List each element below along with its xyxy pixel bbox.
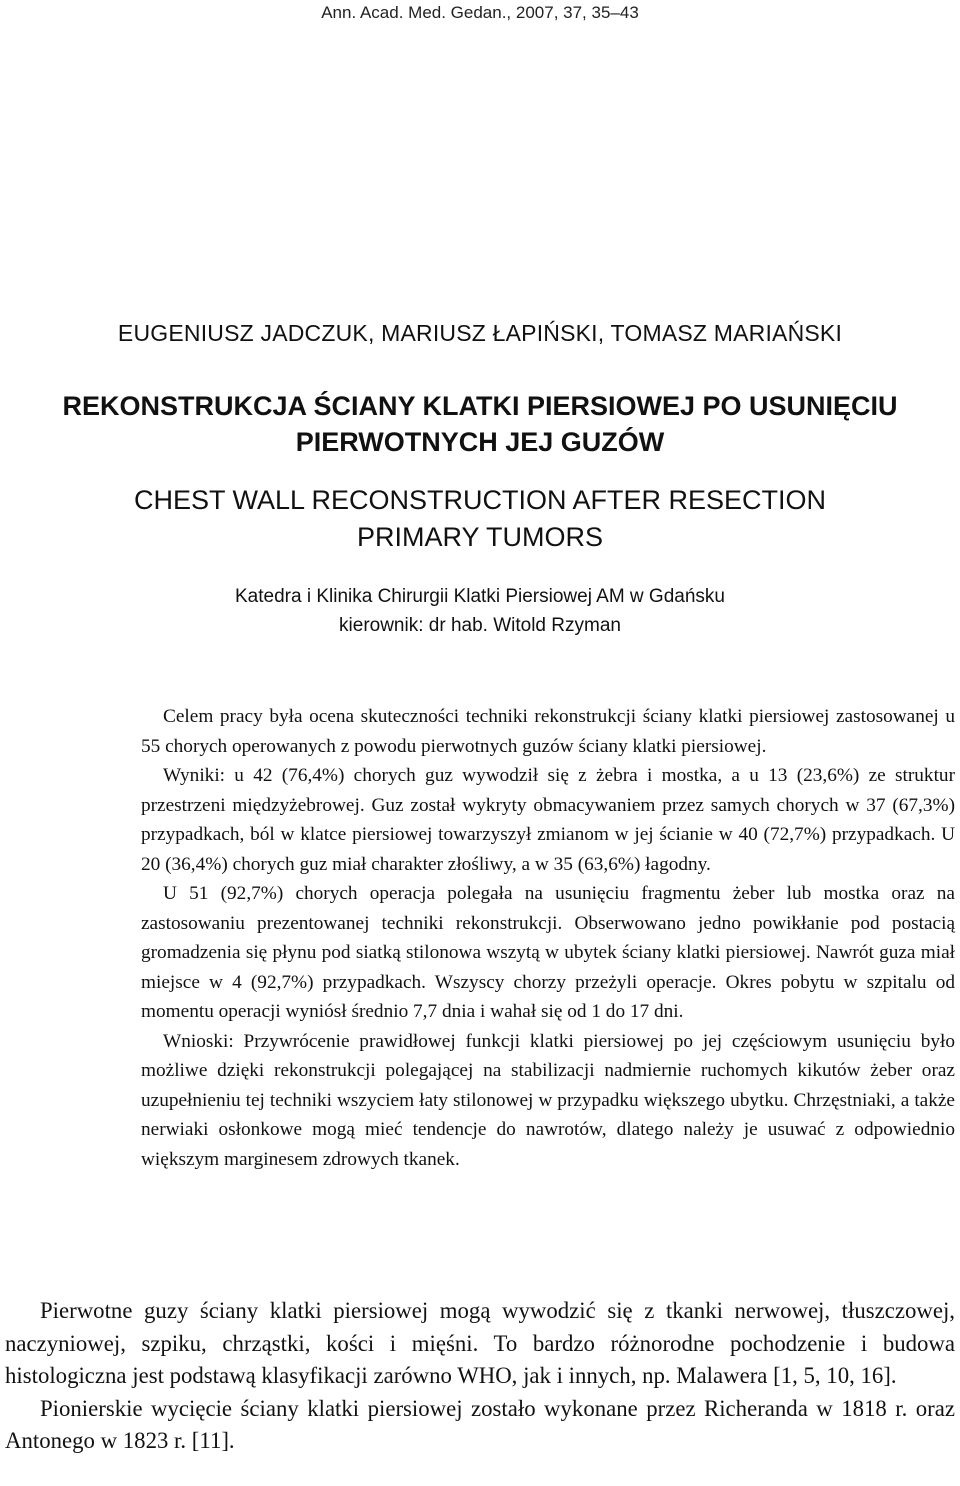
title-polish-line-2: PIERWOTNYCH JEJ GUZÓW (295, 427, 665, 457)
department-head: kierownik: dr hab. Witold Rzyman (339, 615, 621, 636)
title-english (20, 482, 940, 556)
journal-reference: Ann. Acad. Med. Gedan., 2007, 37, 35–43 (321, 3, 639, 22)
abstract-aim: Celem pracy była ocena skuteczności techniki rekonstrukcji ściany klatki piersiowej zastosowanej u 55 chorych operowanych z powodu pierwotnych guzów ściany klatki piersiowej. (141, 706, 955, 757)
title-polish-line-1: REKONSTRUKCJA ŚCIANY KLATKI PIERSIOWEJ PO USUNIĘCIU (62, 391, 898, 421)
abstract-conclusions: Wnioski: Przywrócenie prawidłowej funkcji klatki piersiowej po jej częściowym usunięciu było możliwe dzięki rekonstrukcji polegającej na stabilizacji nadmiernie ruchomych kikutów żeber oraz uzupełnieniu tej techniki wszyciem łaty stilonowej w przypadku większego ubytku. Chrzęstniaki, a także nerwiaki osłonkowe mogą mieć tendencje do nawrotów, dlatego należy je usuwać z odpowiednio większym marginesem zdrowych tkanek. (141, 1030, 955, 1170)
abstract-results: Wyniki: u 42 (76,4%) chorych guz wywodził się z żebra i mostka, a u 13 (23,6%) ze struktur przestrzeni międzyżebrowej. Guz został wykryty obmacywaniem przez samych chorych w 37 (67,3%) przypadkach, ból w klatce piersiowej towarzyszył zmianom w jej ścianie w 40 (72,7%) przypadkach. U 20 (36,4%) chorych guz miał charakter złośliwy, a w 35 (63,6%) łagodny. (141, 765, 955, 875)
body-paragraph-1: Pierwotne guzy ściany klatki piersiowej mogą wywodzić się z tkanki nerwowej, tłuszczowej, naczyniowej, szpiku, chrząstki, kości i mięśni. To bardzo różnorodne pochodzenie i budowa histologiczna jest podstawą klasyfikacji zarówno WHO, jak i innych, np. Malawera [1, 5, 10, 16]. (5, 1298, 955, 1388)
body-text (5, 1295, 955, 1458)
author-list: EUGENIUSZ JADCZUK, MARIUSZ ŁAPIŃSKI, TOMASZ MARIAŃSKI (117, 320, 843, 346)
title-english-line-2: PRIMARY TUMORS (356, 522, 604, 552)
title-polish (20, 388, 940, 460)
body-paragraph-2: Pionierskie wycięcie ściany klatki piersiowej zostało wykonane przez Richeranda w 1818 r. oraz Antonego w 1823 r. [11]. (5, 1395, 955, 1453)
affiliation: Katedra i Klinika Chirurgii Klatki Piersiowej AM w Gdańsku (235, 586, 725, 607)
title-english-line-1: CHEST WALL RECONSTRUCTION AFTER RESECTION (133, 485, 827, 515)
affiliation-block (0, 582, 960, 640)
abstract (141, 702, 955, 1174)
abstract-surgery: U 51 (92,7%) chorych operacja polegała na usunięciu fragmentu żeber lub mostka oraz na zastosowaniu prezentowanej techniki rekonstrukcji. Obserwowano jedno powikłanie pod postacią gromadzenia się płynu pod siatką stilonowa wszytą w ubytek ściany klatki piersiowej. Nawrót guza miał miejsce w 4 (92,7%) przypadkach. Wszyscy chorzy przeżyli operacje. Okres pobytu w szpitalu od momentu operacji wyniósł średnio 7,7 dnia i wahał się od 1 do 17 dni. (141, 883, 955, 1022)
